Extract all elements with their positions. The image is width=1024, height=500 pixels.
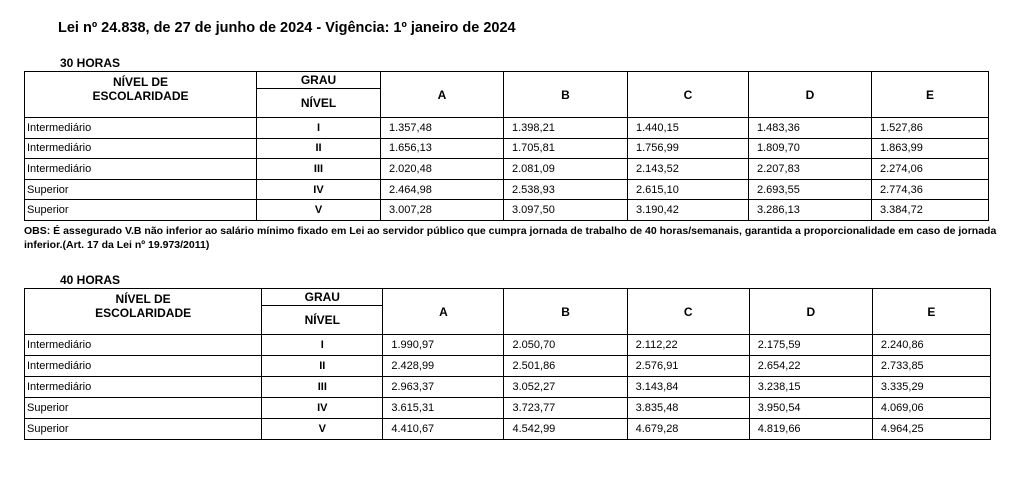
header-grade-c: C <box>628 72 749 118</box>
header-grade-a: A <box>383 289 504 335</box>
cell-level: Superior <box>25 419 262 440</box>
cell-value-c: 2.112,22 <box>627 335 749 356</box>
cell-value-e: 3.335,29 <box>872 377 990 398</box>
cell-value-c: 2.576,91 <box>627 356 749 377</box>
cell-value-a: 2.428,99 <box>383 356 504 377</box>
header-level-of-schooling <box>25 289 262 335</box>
cell-value-b: 3.723,77 <box>504 398 627 419</box>
cell-value-e: 4.069,06 <box>872 398 990 419</box>
header-level-line2: ESCOLARIDADE <box>95 306 192 320</box>
cell-value-b: 1.398,21 <box>504 118 628 139</box>
cell-value-c: 2.143,52 <box>628 159 749 180</box>
cell-nivel: II <box>257 138 381 159</box>
cell-level: Intermediário <box>25 159 257 180</box>
cell-nivel: III <box>257 159 381 180</box>
header-level-line1: NÍVEL DE <box>112 75 169 89</box>
cell-value-c: 3.835,48 <box>627 398 749 419</box>
cell-value-c: 1.756,99 <box>628 138 749 159</box>
cell-value-a: 2.963,37 <box>383 377 504 398</box>
cell-value-e: 3.384,72 <box>872 200 989 221</box>
cell-value-e: 2.274,06 <box>872 159 989 180</box>
table-row <box>25 398 991 419</box>
header-row <box>25 72 989 89</box>
cell-value-e: 1.527,86 <box>872 118 989 139</box>
header-level-line2: ESCOLARIDADE <box>92 89 189 103</box>
cell-nivel: IV <box>257 179 381 200</box>
cell-nivel: IV <box>262 398 383 419</box>
cell-value-d: 2.175,59 <box>749 335 872 356</box>
header-grade-c: C <box>627 289 749 335</box>
table-row <box>25 356 991 377</box>
cell-value-c: 3.143,84 <box>627 377 749 398</box>
cell-level: Superior <box>25 200 257 221</box>
salary-table-30h <box>24 71 989 221</box>
table-row <box>25 200 989 221</box>
table-row <box>25 335 991 356</box>
cell-value-d: 1.809,70 <box>749 138 872 159</box>
header-nivel: NÍVEL <box>257 89 381 118</box>
header-level-of-schooling <box>25 72 257 118</box>
header-grau: GRAU <box>262 289 383 306</box>
header-grade-b: B <box>504 289 627 335</box>
cell-value-b: 3.052,27 <box>504 377 627 398</box>
cell-value-b: 2.081,09 <box>504 159 628 180</box>
cell-value-d: 1.483,36 <box>749 118 872 139</box>
cell-value-d: 3.950,54 <box>749 398 872 419</box>
cell-value-a: 1.656,13 <box>381 138 504 159</box>
cell-value-c: 1.440,15 <box>628 118 749 139</box>
cell-value-a: 3.615,31 <box>383 398 504 419</box>
cell-value-a: 1.357,48 <box>381 118 504 139</box>
cell-level: Intermediário <box>25 138 257 159</box>
cell-value-d: 3.286,13 <box>749 200 872 221</box>
cell-value-b: 2.538,93 <box>504 179 628 200</box>
cell-level: Intermediário <box>25 377 262 398</box>
cell-level: Intermediário <box>25 356 262 377</box>
section-label-40h: 40 HORAS <box>60 273 121 287</box>
cell-value-d: 4.819,66 <box>749 419 872 440</box>
cell-value-e: 1.863,99 <box>872 138 989 159</box>
cell-value-e: 2.240,86 <box>872 335 990 356</box>
table-row <box>25 179 989 200</box>
cell-nivel: I <box>257 118 381 139</box>
cell-value-e: 2.733,85 <box>872 356 990 377</box>
obs-note: OBS: É assegurado V.B não inferior ao salário mínimo fixado em Lei ao servidor público que cumpra jornada de trabalho de 40 horas/semanais, garantida a proporcionalidade em caso de jornada inferior.(Art. 17 da Lei nº 19.973/2011) <box>24 225 997 251</box>
cell-value-a: 1.990,97 <box>383 335 504 356</box>
header-grade-a: A <box>381 72 504 118</box>
header-grau: GRAU <box>257 72 381 89</box>
cell-value-b: 2.501,86 <box>504 356 627 377</box>
header-grade-d: D <box>749 289 872 335</box>
table-row <box>25 118 989 139</box>
header-grade-e: E <box>872 289 990 335</box>
cell-value-a: 2.464,98 <box>381 179 504 200</box>
header-nivel: NÍVEL <box>262 306 383 335</box>
cell-value-c: 4.679,28 <box>627 419 749 440</box>
header-grade-e: E <box>872 72 989 118</box>
header-grade-d: D <box>749 72 872 118</box>
cell-value-a: 4.410,67 <box>383 419 504 440</box>
cell-value-b: 4.542,99 <box>504 419 627 440</box>
table-row <box>25 159 989 180</box>
cell-level: Intermediário <box>25 118 257 139</box>
header-grade-b: B <box>504 72 628 118</box>
table-row <box>25 138 989 159</box>
cell-value-e: 4.964,25 <box>872 419 990 440</box>
cell-value-e: 2.774,36 <box>872 179 989 200</box>
cell-value-c: 2.615,10 <box>628 179 749 200</box>
cell-value-a: 3.007,28 <box>381 200 504 221</box>
cell-nivel: II <box>262 356 383 377</box>
header-row <box>25 289 991 306</box>
cell-value-d: 3.238,15 <box>749 377 872 398</box>
cell-level: Superior <box>25 179 257 200</box>
page-title: Lei nº 24.838, de 27 de junho de 2024 - Vigência: 1º janeiro de 2024 <box>58 20 516 36</box>
cell-value-b: 2.050,70 <box>504 335 627 356</box>
cell-level: Intermediário <box>25 335 262 356</box>
cell-nivel: I <box>262 335 383 356</box>
cell-value-a: 2.020,48 <box>381 159 504 180</box>
cell-nivel: V <box>262 419 383 440</box>
salary-table-40h <box>24 288 991 440</box>
cell-value-b: 3.097,50 <box>504 200 628 221</box>
cell-value-c: 3.190,42 <box>628 200 749 221</box>
cell-value-d: 2.654,22 <box>749 356 872 377</box>
table-row <box>25 377 991 398</box>
cell-nivel: V <box>257 200 381 221</box>
cell-value-b: 1.705,81 <box>504 138 628 159</box>
cell-level: Superior <box>25 398 262 419</box>
table-row <box>25 419 991 440</box>
cell-value-d: 2.693,55 <box>749 179 872 200</box>
section-label-30h: 30 HORAS <box>60 56 121 70</box>
cell-nivel: III <box>262 377 383 398</box>
header-level-line1: NÍVEL DE <box>115 292 171 306</box>
cell-value-d: 2.207,83 <box>749 159 872 180</box>
